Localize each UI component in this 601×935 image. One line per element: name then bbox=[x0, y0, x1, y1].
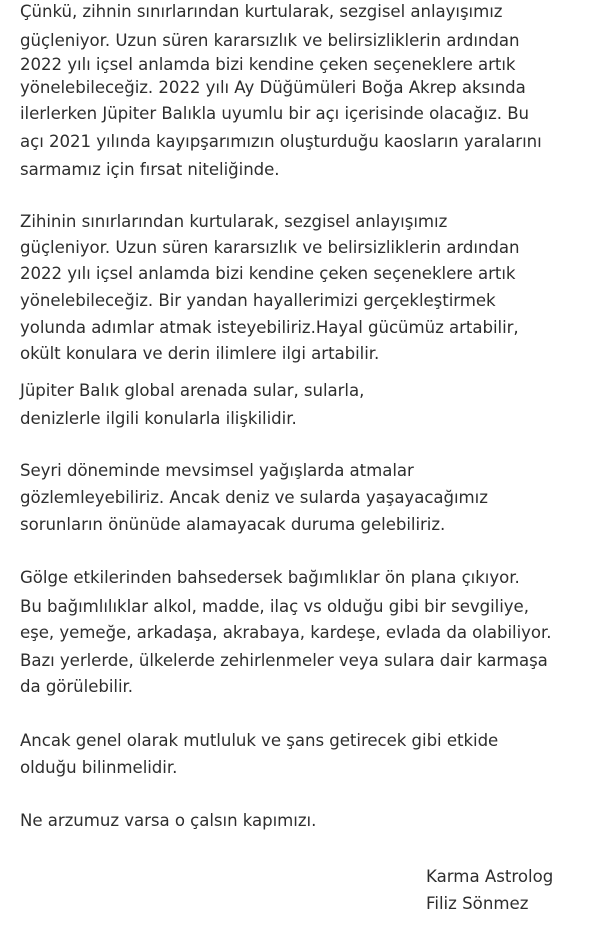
text-line: sarmamız için fırsat niteliğinde. bbox=[20, 160, 280, 179]
text-line: gözlemleyebiliriz. Ancak deniz ve sularda yaşayacağımız bbox=[20, 488, 488, 507]
text-line: Ne arzumuz varsa o çalsın kapımızı. bbox=[20, 811, 317, 830]
text-line: güçleniyor. Uzun süren kararsızlık ve belirsizliklerin ardından bbox=[20, 238, 520, 257]
text-line: Bu bağımlılıklar alkol, madde, ilaç vs olduğu gibi bir sevgiliye, bbox=[20, 597, 529, 616]
text-line: Gölge etkilerinden bahsedersek bağımlıklar ön plana çıkıyor. bbox=[20, 568, 520, 587]
text-line: Zihinin sınırlarından kurtularak, sezgisel anlayışımız bbox=[20, 212, 448, 231]
text-line: Jüpiter Balık global arenada sular, sularla, bbox=[20, 381, 365, 400]
text-line: Ancak genel olarak mutluluk ve şans getirecek gibi etkide bbox=[20, 731, 499, 750]
text-line: yönelebileceğiz. Bir yandan hayallerimizi gerçekleştirmek bbox=[20, 291, 496, 310]
text-line: okült konulara ve derin ilimlere ilgi artabilir. bbox=[20, 344, 380, 363]
text-line: eşe, yemeğe, arkadaşa, akrabaya, kardeşe, evlada da olabiliyor. bbox=[20, 623, 552, 642]
text-line: sorunların önünüde alamayacak duruma gelebiliriz. bbox=[20, 515, 446, 534]
text-line: yolunda adımlar atmak isteyebiliriz.Hayal gücümüz artabilir, bbox=[20, 318, 519, 337]
text-line: açı 2021 yılında kayıpşarımızın oluşturduğu kaosların yaralarını bbox=[20, 132, 542, 151]
text-line: 2022 yılı içsel anlamda bizi kendine çeken seçeneklere artık bbox=[20, 55, 516, 74]
text-line: Seyri döneminde mevsimsel yağışlarda atmalar bbox=[20, 461, 414, 480]
text-line: 2022 yılı içsel anlamda bizi kendine çeken seçeneklere artık bbox=[20, 264, 516, 283]
text-line: ilerlerken Jüpiter Balıkla uyumlu bir açı içerisinde olacağız. Bu bbox=[20, 104, 529, 123]
text-line: Çünkü, zihnin sınırlarından kurtularak, sezgisel anlayışımız bbox=[20, 2, 503, 21]
text-line: da görülebilir. bbox=[20, 677, 134, 696]
text-line: Bazı yerlerde, ülkelerde zehirlenmeler veya sulara dair karmaşa bbox=[20, 651, 548, 670]
text-line: yönelebileceğiz. 2022 yılı Ay Düğümüleri Boğa Akrep aksında bbox=[20, 78, 526, 97]
text-line: denizlerle ilgili konularla ilişkilidir. bbox=[20, 409, 297, 428]
text-line: güçleniyor. Uzun süren kararsızlık ve belirsizliklerin ardından bbox=[20, 31, 520, 50]
signature-title: Karma Astrolog bbox=[426, 867, 554, 886]
signature-name: Filiz Sönmez bbox=[426, 894, 529, 913]
text-line: olduğu bilinmelidir. bbox=[20, 758, 178, 777]
